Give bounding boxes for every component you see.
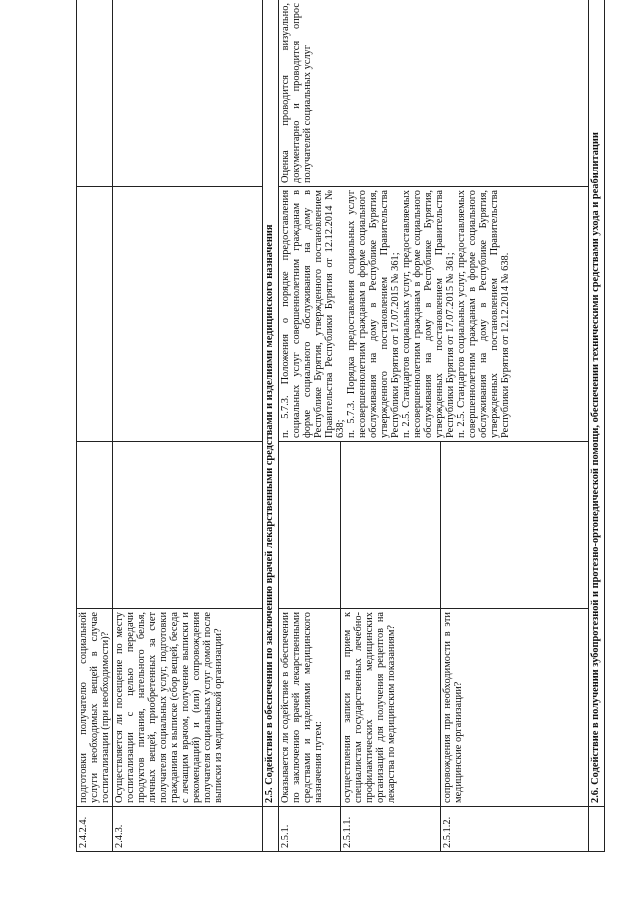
item-question: Оказывается ли содействие в обеспечении по заключению врачей лекарственными средствами и изделиями медицинского назначения путем: bbox=[279, 609, 341, 807]
inspection-table bbox=[76, 0, 605, 852]
section-heading-2-5 bbox=[263, 0, 279, 807]
norm-paragraph: п. 2.5. Стандартов социальных услуг, предоставляемых несовершеннолетним гражданам в форме социального обслуживания на дому в Республике Бурятия, утвержденных постановлением Правительства Республики Бурятия от 17.07.2015 № 361; bbox=[401, 190, 456, 438]
item-question: осуществления записи на прием к специалистам государственных лечебно-профилактических медицинских организаций для получения рецептов на лекарства по медицинским показаниям? bbox=[341, 609, 441, 807]
section-header-row bbox=[263, 0, 279, 852]
item-number: 2.5.1.2. bbox=[441, 807, 589, 852]
table-row bbox=[279, 0, 341, 852]
empty-cell bbox=[441, 442, 589, 609]
normative-basis bbox=[279, 187, 589, 442]
norm-paragraph: п. 5.7.3. Положения о порядке предоставления социальных услуг совершеннолетним гражданам в форме социального обслуживания на дому в Республике Бурятия, утвержденного постановлением Правительства Республики Бурятия от 12.12.2014 № 638; bbox=[280, 190, 346, 438]
empty-cell bbox=[77, 187, 113, 442]
rotated-page-content bbox=[76, 0, 600, 890]
empty-cell bbox=[113, 187, 263, 442]
section-title: 2.5. Содействие в обеспечении по заключению врачей лекарственными средствами и изделиями медицинского назначения bbox=[264, 224, 275, 803]
empty-cell bbox=[77, 0, 113, 187]
norm-paragraph: п. 2.5. Стандартов социальных услуг, предоставляемых совершеннолетним гражданам в форме социального обслуживания на дому в Республике Бурятия, утвержденных постановлением Правительства Республики Бурятия от 12.12.2014 № 638. bbox=[456, 190, 511, 438]
empty-cell bbox=[589, 807, 605, 852]
table-row bbox=[77, 0, 113, 852]
item-number: 2.4.2.4. bbox=[77, 807, 113, 852]
table-row bbox=[113, 0, 263, 852]
norm-paragraph: п. 5.7.3. Порядка предоставления социальных услуг несовершеннолетним гражданам в форме социального обслуживания на дому в Республике Бурятия, утвержденного постановлением Правительства Республики Бурятия от 17.07.2015 № 361; bbox=[346, 190, 401, 438]
empty-cell bbox=[113, 442, 263, 609]
empty-cell bbox=[279, 442, 341, 609]
section-heading-2-6 bbox=[589, 0, 605, 807]
item-number: 2.5.1.1. bbox=[341, 807, 441, 852]
empty-cell bbox=[113, 0, 263, 187]
section-title: 2.6. Содействие в получении зубопротезной и протезно-ортопедической помощи, обеспечении техническими средствами ухода и реабилитации bbox=[590, 132, 601, 803]
item-number: 2.4.3. bbox=[113, 807, 263, 852]
item-number: 2.5.1. bbox=[279, 807, 341, 852]
document-page bbox=[76, 0, 600, 890]
empty-cell bbox=[77, 442, 113, 609]
section-header-row bbox=[589, 0, 605, 852]
assessment-method: Оценка проводится визуально, документарно и проводится опрос получателей социальных услуг bbox=[279, 0, 589, 187]
item-question: Осуществляется ли посещение по месту госпитализации с целью передачи продуктов питания, нательного белья, личных вещей, приобретенных за счет получателя социальных услуг, подготовки гражданина к выписке (сбор вещей, беседа с лечащим врачом, получение выписки и рекомендаций) и (или) сопровождения получателя социальных услуг домой после выписки из медицинской организации? bbox=[113, 609, 263, 807]
item-question: сопровождения при необходимости в эти медицинские организации? bbox=[441, 609, 589, 807]
empty-cell bbox=[341, 442, 441, 609]
item-question: подготовки получателю социальной услуги необходимых вещей в случае госпитализации (при необходимости)? bbox=[77, 609, 113, 807]
empty-cell bbox=[263, 807, 279, 852]
